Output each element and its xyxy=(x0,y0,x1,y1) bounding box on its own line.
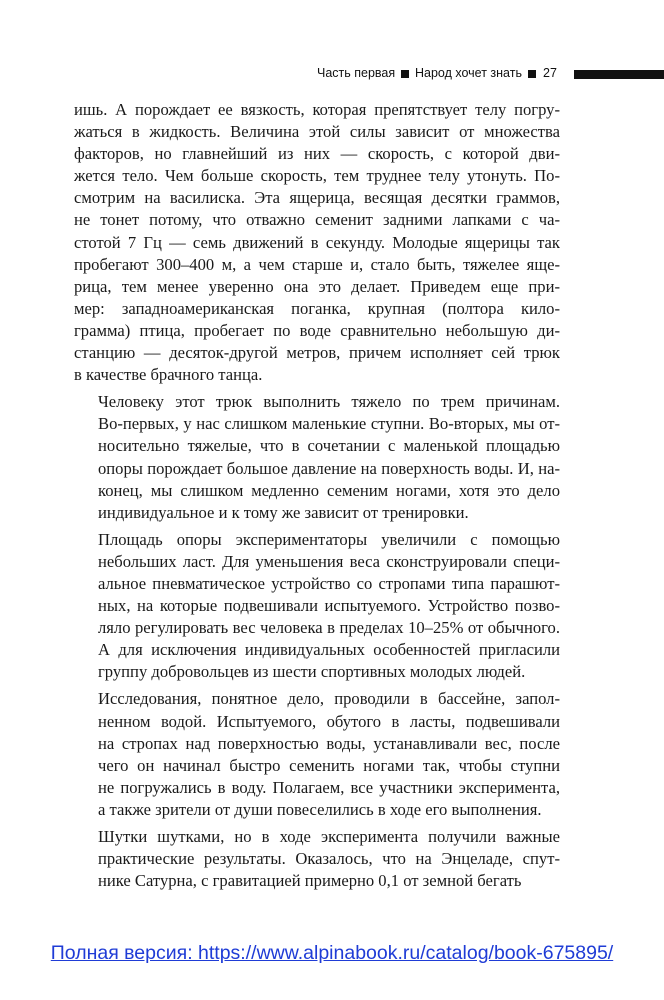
text-line: пробегают 300–400 м, а чем старше и, стало быть, тяжелее яще- xyxy=(74,254,560,274)
text-line: опоры порождает большое давление на поверхность воды. И, на- xyxy=(98,458,560,478)
text-line: Исследования, понятное дело, проводили в бассейне, запол- xyxy=(98,689,560,709)
text-line: грамма) птица, пробегает по воде сравнительно небольшую ди- xyxy=(74,320,560,340)
text-line: а также зрители от души повеселились в ходе его выполнения. xyxy=(98,799,542,819)
text-line: станцию — десяток-другой метров, причем исполняет сей трюк xyxy=(74,343,560,363)
paragraph xyxy=(74,826,560,892)
header-chapter-title: Народ хочет знать xyxy=(415,66,522,80)
text-line: А для исключения индивидуальных особенностей пригласили xyxy=(98,640,560,660)
paragraph xyxy=(74,529,560,684)
text-line: не погружались в воду. Полагаем, все участники эксперимента, xyxy=(98,777,560,797)
paragraph xyxy=(74,99,560,386)
body-text xyxy=(74,99,560,892)
text-line: группу добровольцев из шести спортивных молодых людей. xyxy=(98,662,526,682)
text-line: мер: западноамериканская поганка, крупная (полтора кило- xyxy=(74,298,560,318)
page-number: 27 xyxy=(543,66,557,80)
header-separator-square xyxy=(401,70,409,78)
text-line: индивидуальное и к тому же зависит от тренировки. xyxy=(98,502,469,522)
text-line: ляло регулировать вес человека в пределах 10–25% от обычного. xyxy=(98,618,560,638)
text-line: Во-первых, у нас слишком маленькие ступни. Во-вторых, мы от- xyxy=(98,414,560,434)
text-line: Человеку этот трюк выполнить тяжело по трем причинам. xyxy=(98,392,560,412)
text-line: Шутки шутками, но в ходе эксперимента получили важные xyxy=(98,827,560,846)
text-line: не тонет потому, что отважно семенит задними лапками с ча- xyxy=(74,210,560,230)
header-separator-square xyxy=(528,70,536,78)
text-line: чего он начинал быстро семенить ногами так, чтобы ступни xyxy=(98,755,560,775)
text-line: ных, на которые подвешивали испытуемого. Устройство позво- xyxy=(98,596,560,616)
text-line: Площадь опоры экспериментаторы увеличили с помощью xyxy=(98,529,560,549)
header-part-title: Часть первая xyxy=(317,66,396,80)
full-version-link[interactable]: Полная версия: https://www.alpinabook.ru/catalog/book-675895/ xyxy=(50,942,614,964)
text-line: факторов, но главнейший из них — скорость, с которой дви- xyxy=(74,144,560,164)
text-line: жаться в жидкость. Величина этой силы зависит от множества xyxy=(74,122,560,142)
text-line: носительно тяжелые, что в сочетании с маленькой площадью xyxy=(98,436,560,456)
text-line: смотрим на василиска. Эта ящерица, весящая десятки граммов, xyxy=(74,188,560,208)
text-line: жется тело. Чем больше скорость, тем труднее телу утонуть. По- xyxy=(74,166,560,186)
text-line: в качестве брачного танца. xyxy=(74,365,263,385)
text-line: ишь. А порождает ее вязкость, которая препятствует телу погру- xyxy=(74,100,560,119)
text-line: ненном водой. Испытуемого, обутого в ласты, подвешивали xyxy=(98,711,560,731)
text-line: стотой 7 Гц — семь движений в секунду. Молодые ящерицы так xyxy=(74,232,560,252)
text-line: нике Сатурна, с гравитацией примерно 0,1 от земной бегать xyxy=(98,871,522,891)
text-line: конец, мы слишком медленно семеним ногами, хотя это дело xyxy=(98,480,560,500)
header-decorative-bar xyxy=(574,70,664,79)
text-line: альное пневматическое устройство со стропами типа парашют- xyxy=(98,573,560,593)
text-line: практические результаты. Оказалось, что на Энцеладе, спут- xyxy=(98,849,560,869)
paragraph xyxy=(74,688,560,821)
text-line: на стропах над поверхностью воды, устанавливали вес, после xyxy=(98,733,560,753)
paragraph xyxy=(74,391,560,524)
running-header xyxy=(0,62,664,86)
text-line: небольших ласт. Для уменьшения веса сконструировали специ- xyxy=(98,551,560,571)
text-line: рица, тем менее уверенно она это делает. Приведем еще при- xyxy=(74,276,560,296)
